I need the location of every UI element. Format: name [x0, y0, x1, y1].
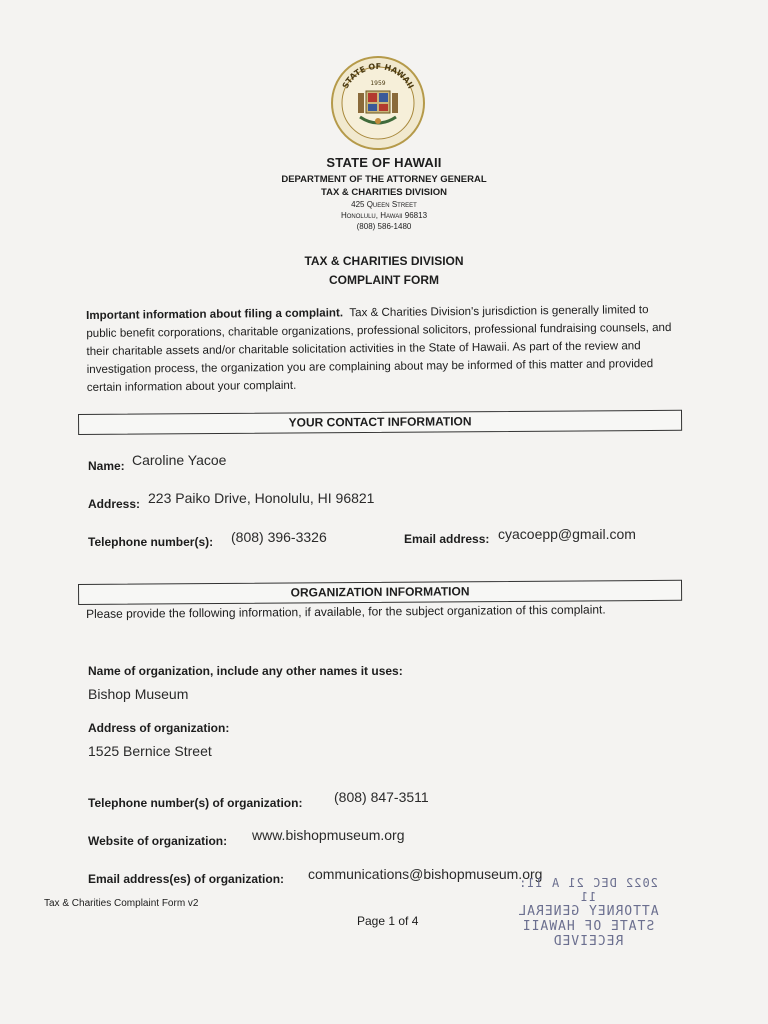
department-heading: DEPARTMENT OF THE ATTORNEY GENERAL — [281, 174, 487, 185]
form-title-line-2: COMPLAINT FORM — [329, 273, 439, 287]
organization-instructions: Please provide the following information, if available, for the subject organization of this complaint. — [86, 602, 606, 621]
org-name-label: Name of organization, include any other names it uses: — [88, 664, 403, 678]
address-value: 223 Paiko Drive, Honolulu, HI 96821 — [148, 490, 375, 506]
org-address-value: 1525 Bernice Street — [88, 743, 212, 759]
organization-section-header: ORGANIZATION INFORMATION — [78, 580, 682, 605]
contact-section-header: YOUR CONTACT INFORMATION — [78, 410, 682, 435]
phone-label: Telephone number(s): — [88, 535, 214, 549]
org-phone-value: (808) 847-3511 — [334, 789, 429, 805]
state-heading: STATE OF HAWAII — [326, 155, 442, 170]
email-label: Email address: — [404, 532, 490, 546]
seal-text: STATE OF HAWAII — [340, 61, 416, 91]
org-email-label: Email address(es) of organization: — [88, 872, 285, 886]
form-title-line-1: TAX & CHARITIES DIVISION — [304, 254, 464, 268]
org-address-label: Address of organization: — [88, 721, 230, 735]
intro-paragraph — [86, 301, 677, 397]
stamp-office: ATTORNEY GENERAL — [517, 904, 659, 919]
org-email-value: communications@bishopmuseum.org — [308, 866, 543, 882]
org-website-value: www.bishopmuseum.org — [252, 827, 405, 843]
intro-body: Tax & Charities Division's jurisdiction is generally limited to public benefit corporations, charitable organizations, professional solicitors, professional fundraising counsels, and their charitable assets and/or charitable solicitation activities in the State of Hawaii. As part of the review and investigation process, the organization you are complaining about may be informed of this matter and provided certain information about your complaint. — [86, 303, 672, 394]
state-seal-icon — [330, 55, 426, 151]
org-phone-label: Telephone number(s) of organization: — [88, 796, 303, 810]
page-number: Page 1 of 4 — [357, 914, 419, 928]
stamp-received: RECEIVED — [552, 934, 624, 949]
office-street: 425 Queen Street — [351, 200, 417, 209]
seal-year: 1959 — [370, 80, 386, 87]
org-name-value: Bishop Museum — [88, 686, 189, 702]
name-value: Caroline Yacoe — [132, 452, 227, 468]
email-value: cyacoepp@gmail.com — [498, 526, 636, 542]
stamp-state: STATE OF HAWAII — [521, 919, 655, 934]
received-stamp — [508, 866, 668, 956]
division-heading: TAX & CHARITIES DIVISION — [321, 187, 447, 198]
intro-bold-lead: Important information about filing a complaint. — [86, 306, 344, 322]
address-label: Address: — [88, 497, 141, 511]
form-version: Tax & Charities Complaint Form v2 — [44, 898, 199, 909]
phone-value: (808) 396-3326 — [231, 529, 327, 545]
name-label: Name: — [88, 459, 125, 473]
office-city: Honolulu, Hawaii 96813 — [340, 211, 428, 220]
stamp-date: 2022 DEC 21 A 11: 11 — [518, 876, 658, 904]
office-phone: (808) 586-1480 — [356, 222, 412, 231]
org-website-label: Website of organization: — [88, 834, 228, 848]
